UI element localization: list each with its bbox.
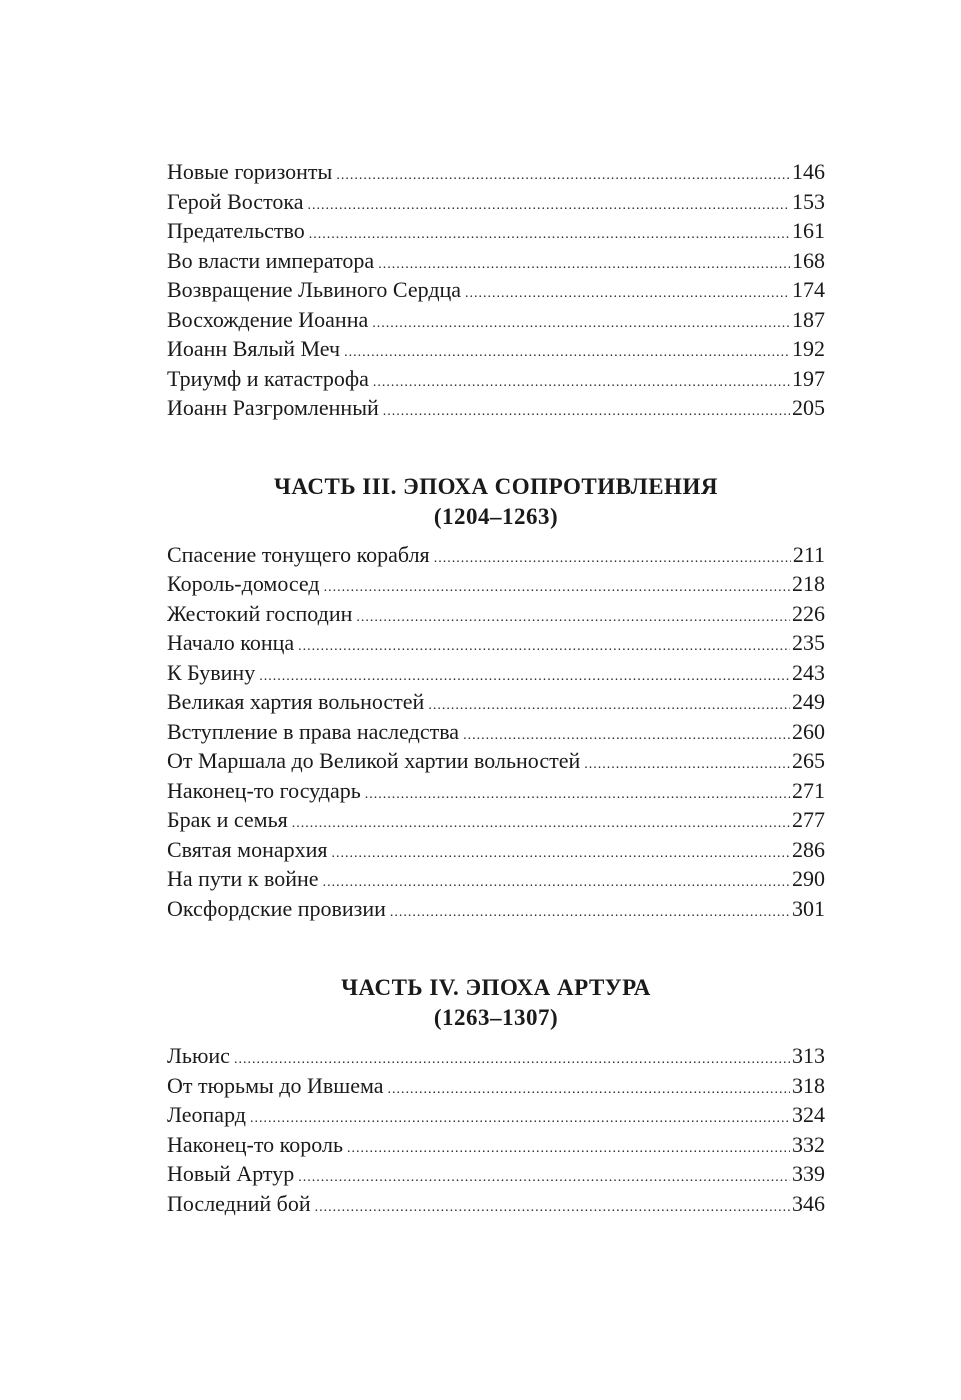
toc-leader-dots — [336, 161, 790, 191]
toc-entry-page-number: 286 — [792, 836, 825, 862]
toc-entry-page-number: 271 — [792, 777, 825, 803]
toc-entry-page-number: 161 — [792, 218, 825, 243]
toc-leader-dots — [388, 1075, 791, 1105]
toc-entry — [167, 540, 825, 570]
toc-entry-page-number: 153 — [792, 188, 825, 214]
toc-entry — [167, 746, 825, 776]
toc-entry-page-number: 174 — [792, 277, 825, 302]
toc-entry — [167, 334, 825, 364]
toc-entry — [167, 628, 825, 658]
part-title: ЧАСТЬ IV. ЭПОХА АРТУРА — [341, 975, 651, 1000]
toc-entry-page-number: 339 — [792, 1161, 825, 1186]
toc-entry-page-number: 277 — [792, 807, 825, 832]
toc-entry-title: Вступление в права наследства — [167, 718, 460, 744]
toc-entry-page-number: 168 — [792, 247, 825, 273]
toc-entry-page-number: 218 — [792, 571, 825, 596]
toc-entry-title: К Бувину — [167, 659, 256, 685]
toc-entry-page-number: 324 — [792, 1102, 825, 1127]
toc-leader-dots — [365, 780, 790, 810]
toc-entry — [167, 569, 825, 599]
part-heading-3 — [167, 472, 825, 532]
toc-entry — [167, 187, 825, 217]
toc-entry-page-number: 197 — [792, 365, 825, 391]
toc-entry-page-number: 301 — [792, 895, 825, 921]
toc-entry-page-number: 265 — [792, 748, 825, 773]
toc-entry — [167, 717, 825, 747]
toc-entry-title: От тюрьмы до Ившема — [167, 1072, 384, 1098]
toc-leader-dots — [324, 573, 790, 603]
toc-entry-page-number: 192 — [792, 336, 825, 361]
toc-leader-dots — [372, 309, 790, 339]
toc-entry — [167, 658, 825, 688]
toc-entry-title: Во власти императора — [167, 247, 375, 273]
toc-entry — [167, 1159, 825, 1189]
toc-leader-dots — [309, 220, 790, 250]
toc-leader-dots — [298, 1163, 790, 1193]
toc-entry-page-number: 146 — [792, 159, 825, 184]
toc-entry-title: Предательство — [167, 218, 305, 243]
toc-entry-page-number: 249 — [792, 689, 825, 714]
part-years: (1204–1263) — [433, 503, 559, 529]
toc-entry-title: Наконец-то государь — [167, 777, 361, 803]
toc-entry — [167, 864, 825, 894]
toc-entry — [167, 275, 825, 305]
toc-entry-title: Иоанн Разгромленный — [167, 395, 379, 420]
toc-entry-title: Возвращение Львиного Сердца — [167, 277, 462, 302]
part-years: (1263–1307) — [433, 1005, 559, 1030]
toc-entry-page-number: 211 — [792, 541, 825, 567]
toc-entry — [167, 1189, 825, 1219]
toc-entry — [167, 305, 825, 335]
toc-entry-title: Наконец-то король — [167, 1131, 343, 1157]
toc-leader-dots — [323, 868, 790, 898]
toc-entry-page-number: 235 — [792, 630, 825, 655]
toc-entry-page-number: 187 — [792, 306, 825, 332]
toc-entry-title: Жестокий господин — [167, 600, 353, 626]
toc-entry — [167, 364, 825, 394]
toc-entry-title: Король-домосед — [167, 571, 320, 596]
toc-entry-title: Иоанн Вялый Меч — [167, 336, 341, 361]
toc-entry — [167, 393, 825, 423]
toc-leader-dots — [347, 1134, 790, 1164]
toc-entry — [167, 835, 825, 865]
toc-entry-title: От Маршала до Великой хартии вольностей — [167, 748, 581, 773]
toc-leader-dots — [332, 839, 790, 869]
toc-entry-page-number: 332 — [792, 1131, 825, 1157]
toc-entry — [167, 776, 825, 806]
toc-entry-page-number: 346 — [792, 1190, 825, 1216]
toc-entry-page-number: 313 — [792, 1043, 825, 1068]
toc-entry-title: Оксфордские провизии — [167, 895, 386, 921]
toc-entry — [167, 687, 825, 717]
toc-entry — [167, 157, 825, 187]
toc-entry-title: На пути к войне — [167, 866, 319, 891]
toc-entry-page-number: 260 — [792, 718, 825, 744]
toc-entry — [167, 1041, 825, 1071]
toc-entry-title: Начало конца — [167, 630, 295, 655]
toc-leader-dots — [373, 368, 790, 398]
table-of-contents — [167, 157, 825, 1218]
toc-entry — [167, 216, 825, 246]
toc-entry-title: Восхождение Иоанна — [167, 306, 369, 332]
toc-entry — [167, 805, 825, 835]
toc-list-continuation — [167, 157, 825, 423]
part-heading-4 — [167, 973, 825, 1033]
toc-entry-title: Последний бой — [167, 1190, 311, 1216]
toc-leader-dots — [584, 750, 790, 780]
toc-leader-dots — [298, 632, 790, 662]
toc-list-part-3 — [167, 540, 825, 924]
toc-entry-page-number: 243 — [792, 659, 825, 685]
toc-entry-page-number: 318 — [792, 1072, 825, 1098]
toc-entry-page-number: 290 — [792, 866, 825, 891]
toc-entry — [167, 1100, 825, 1130]
toc-leader-dots — [344, 338, 790, 368]
toc-leader-dots — [315, 1193, 790, 1223]
toc-entry — [167, 599, 825, 629]
toc-entry — [167, 246, 825, 276]
toc-entry-page-number: 226 — [792, 600, 825, 626]
toc-leader-dots — [356, 603, 790, 633]
toc-entry-title: Новый Артур — [167, 1161, 295, 1186]
toc-list-part-4 — [167, 1041, 825, 1218]
toc-entry-title: Герой Востока — [167, 188, 304, 214]
toc-entry-title: Льюис — [167, 1043, 230, 1068]
toc-leader-dots — [428, 691, 790, 721]
toc-leader-dots — [292, 809, 790, 839]
toc-entry — [167, 894, 825, 924]
toc-entry-title: Брак и семья — [167, 807, 288, 832]
part-title: ЧАСТЬ III. ЭПОХА СОПРОТИВЛЕНИЯ — [274, 473, 718, 499]
toc-entry-page-number: 205 — [792, 395, 825, 420]
toc-entry — [167, 1071, 825, 1101]
toc-leader-dots — [390, 898, 790, 928]
toc-leader-dots — [308, 191, 790, 221]
toc-entry-title: Триумф и катастрофа — [167, 365, 369, 391]
toc-leader-dots — [465, 279, 790, 309]
toc-entry-title: Леопард — [167, 1102, 246, 1127]
toc-entry-title: Спасение тонущего корабля — [167, 541, 430, 567]
toc-leader-dots — [383, 397, 790, 427]
toc-entry-title: Святая монархия — [167, 836, 328, 862]
toc-entry-title: Новые горизонты — [167, 159, 333, 184]
toc-entry — [167, 1130, 825, 1160]
toc-entry-title: Великая хартия вольностей — [167, 689, 425, 714]
toc-leader-dots — [434, 544, 791, 574]
